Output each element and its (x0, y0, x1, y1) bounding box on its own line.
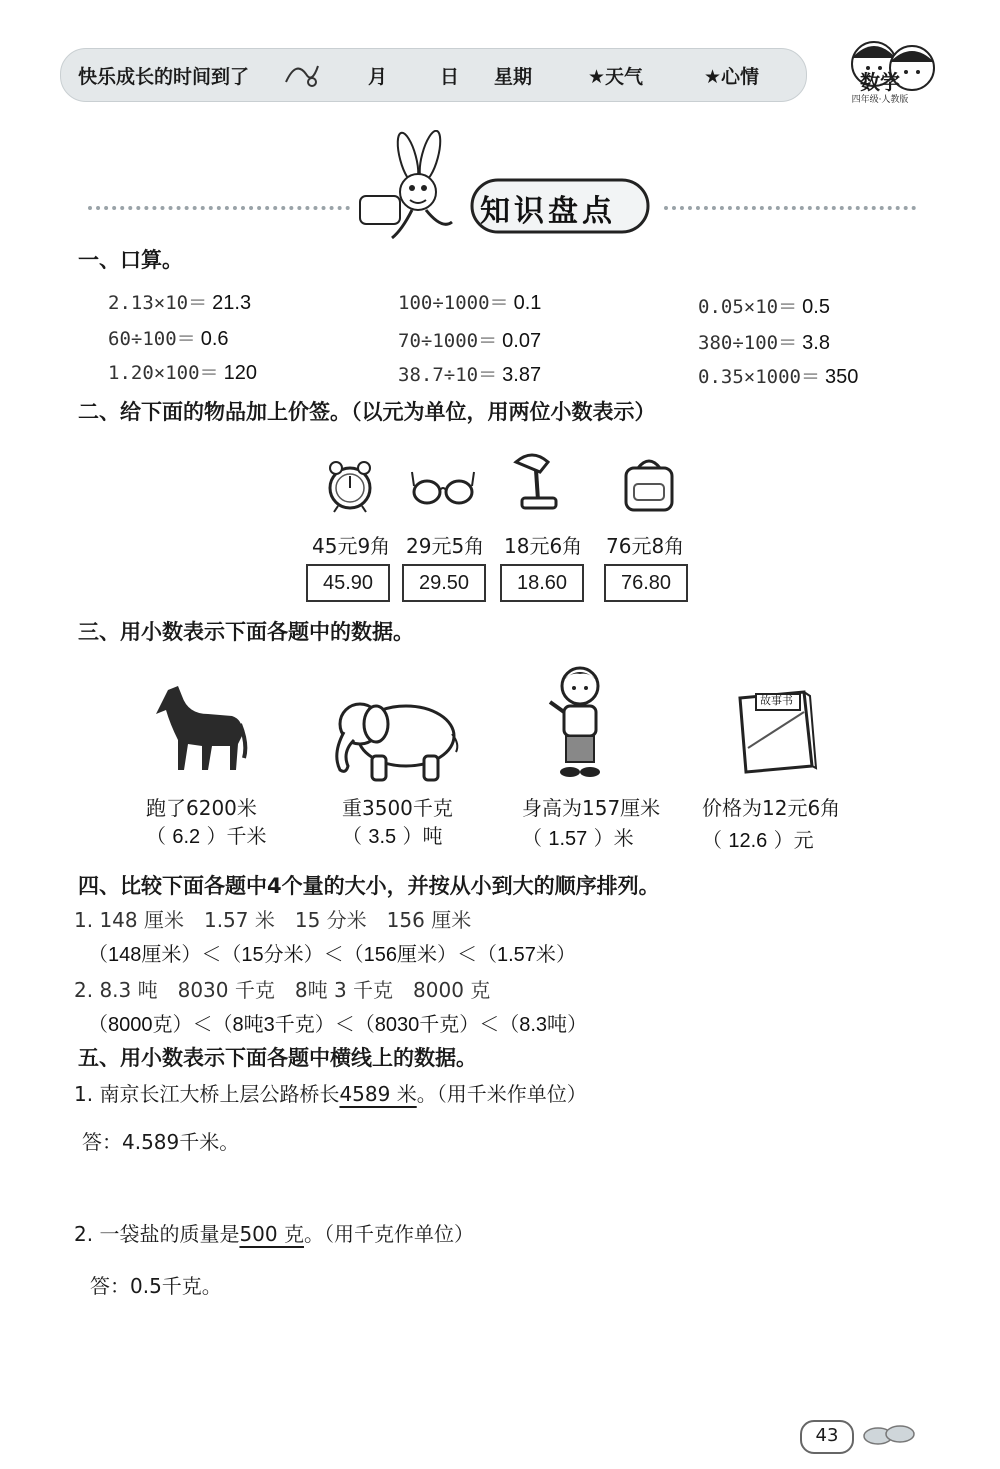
sec2-heading: 二、给下面的物品加上价签。（以元为单位，用两位小数表示） (78, 400, 656, 424)
calc-item: 1.20×100＝ 120 (108, 362, 257, 384)
sec1-heading: 一、口算。 (78, 248, 183, 272)
price-label: 29元5角 (406, 534, 485, 558)
glasses-icon (410, 466, 478, 508)
sec4-question-2: 2. 8.3 吨 8030 千克 8吨 3 千克 8000 克 (74, 978, 491, 1002)
calc-item: 70÷1000＝ 0.07 (398, 330, 542, 352)
price-label: 18元6角 (504, 534, 583, 558)
sec5-answer-2: 答：0.5千克。 (90, 1274, 222, 1298)
data-label: 跑了6200米 (146, 796, 257, 820)
leaf-decoration-icon (858, 1414, 918, 1454)
sec5-answer-1: 答：4.589千米。 (82, 1130, 240, 1154)
weather-label: ★天气 (588, 66, 644, 88)
weekday-label: 星期 (494, 66, 533, 88)
sec5-question-2: 2. 一袋盐的质量是500 克。（用千克作单位） (74, 1222, 474, 1246)
alarm-clock-icon (326, 456, 378, 514)
sec4-answer-2: （8000克）＜（8吨3千克）＜（8030千克）＜（8.3吨） (88, 1012, 588, 1036)
sec4-heading: 四、比较下面各题中4个量的大小，并按从小到大的顺序排列。 (78, 874, 660, 898)
month-label: 月 (368, 66, 388, 88)
grade-label: 四年级·人教版 (851, 95, 909, 105)
data-answer: （ 6.2 ）千米 (146, 824, 267, 848)
sec5-question-1: 1. 南京长江大桥上层公路桥长4589 米。（用千米作单位） (74, 1082, 587, 1106)
book-title: 故事书 (760, 694, 793, 707)
day-label: 日 (440, 66, 460, 88)
rabbit-mascot-icon (352, 130, 472, 248)
section-title: 知识盘点 (480, 194, 616, 229)
price-tag-box: 45.90 (306, 564, 390, 602)
calc-item: 0.05×10＝ 0.5 (698, 296, 830, 318)
price-tag-box: 76.80 (604, 564, 688, 602)
sec5-heading: 五、用小数表示下面各题中横线上的数据。 (78, 1046, 477, 1070)
subject-label: 数学 (860, 70, 900, 94)
calc-item: 380÷100＝ 3.8 (698, 332, 830, 354)
sec3-heading: 三、用小数表示下面各题中的数据。 (78, 620, 414, 644)
boy-icon (544, 662, 612, 782)
data-answer: （ 3.5 ）吨 (342, 824, 443, 848)
calc-item: 60÷100＝ 0.6 (108, 328, 229, 350)
dotted-divider-right (664, 206, 916, 210)
data-label: 重3500千克 (342, 796, 453, 820)
data-answer: （ 12.6 ）元 (702, 828, 814, 852)
price-label: 45元9角 (312, 534, 391, 558)
sec4-question-1: 1. 148 厘米 1.57 米 15 分米 156 厘米 (74, 908, 472, 932)
desk-lamp-icon (508, 448, 568, 512)
price-tag-box: 29.50 (402, 564, 486, 602)
backpack-icon (620, 452, 678, 514)
price-tag-box: 18.60 (500, 564, 584, 602)
calc-item: 2.13×10＝ 21.3 (108, 292, 252, 314)
data-answer: （ 1.57 ）米 (522, 826, 634, 850)
price-label: 76元8角 (606, 534, 685, 558)
data-label: 身高为157厘米 (522, 796, 661, 820)
calc-item: 38.7÷10＝ 3.87 (398, 364, 542, 386)
calc-item: 0.35×1000＝ 350 (698, 366, 859, 388)
slogan: 快乐成长的时间到了 (78, 66, 250, 88)
swirl-icon (282, 56, 322, 92)
data-label: 价格为12元6角 (702, 796, 841, 820)
page-number: 43 (800, 1420, 854, 1454)
mood-label: ★心情 (704, 66, 760, 88)
dotted-divider-left (88, 206, 350, 210)
sec4-answer-1: （148厘米）＜（15分米）＜（156厘米）＜（1.57米） (88, 942, 576, 966)
elephant-icon (326, 694, 462, 784)
calc-item: 100÷1000＝ 0.1 (398, 292, 542, 314)
horse-icon (148, 684, 248, 776)
